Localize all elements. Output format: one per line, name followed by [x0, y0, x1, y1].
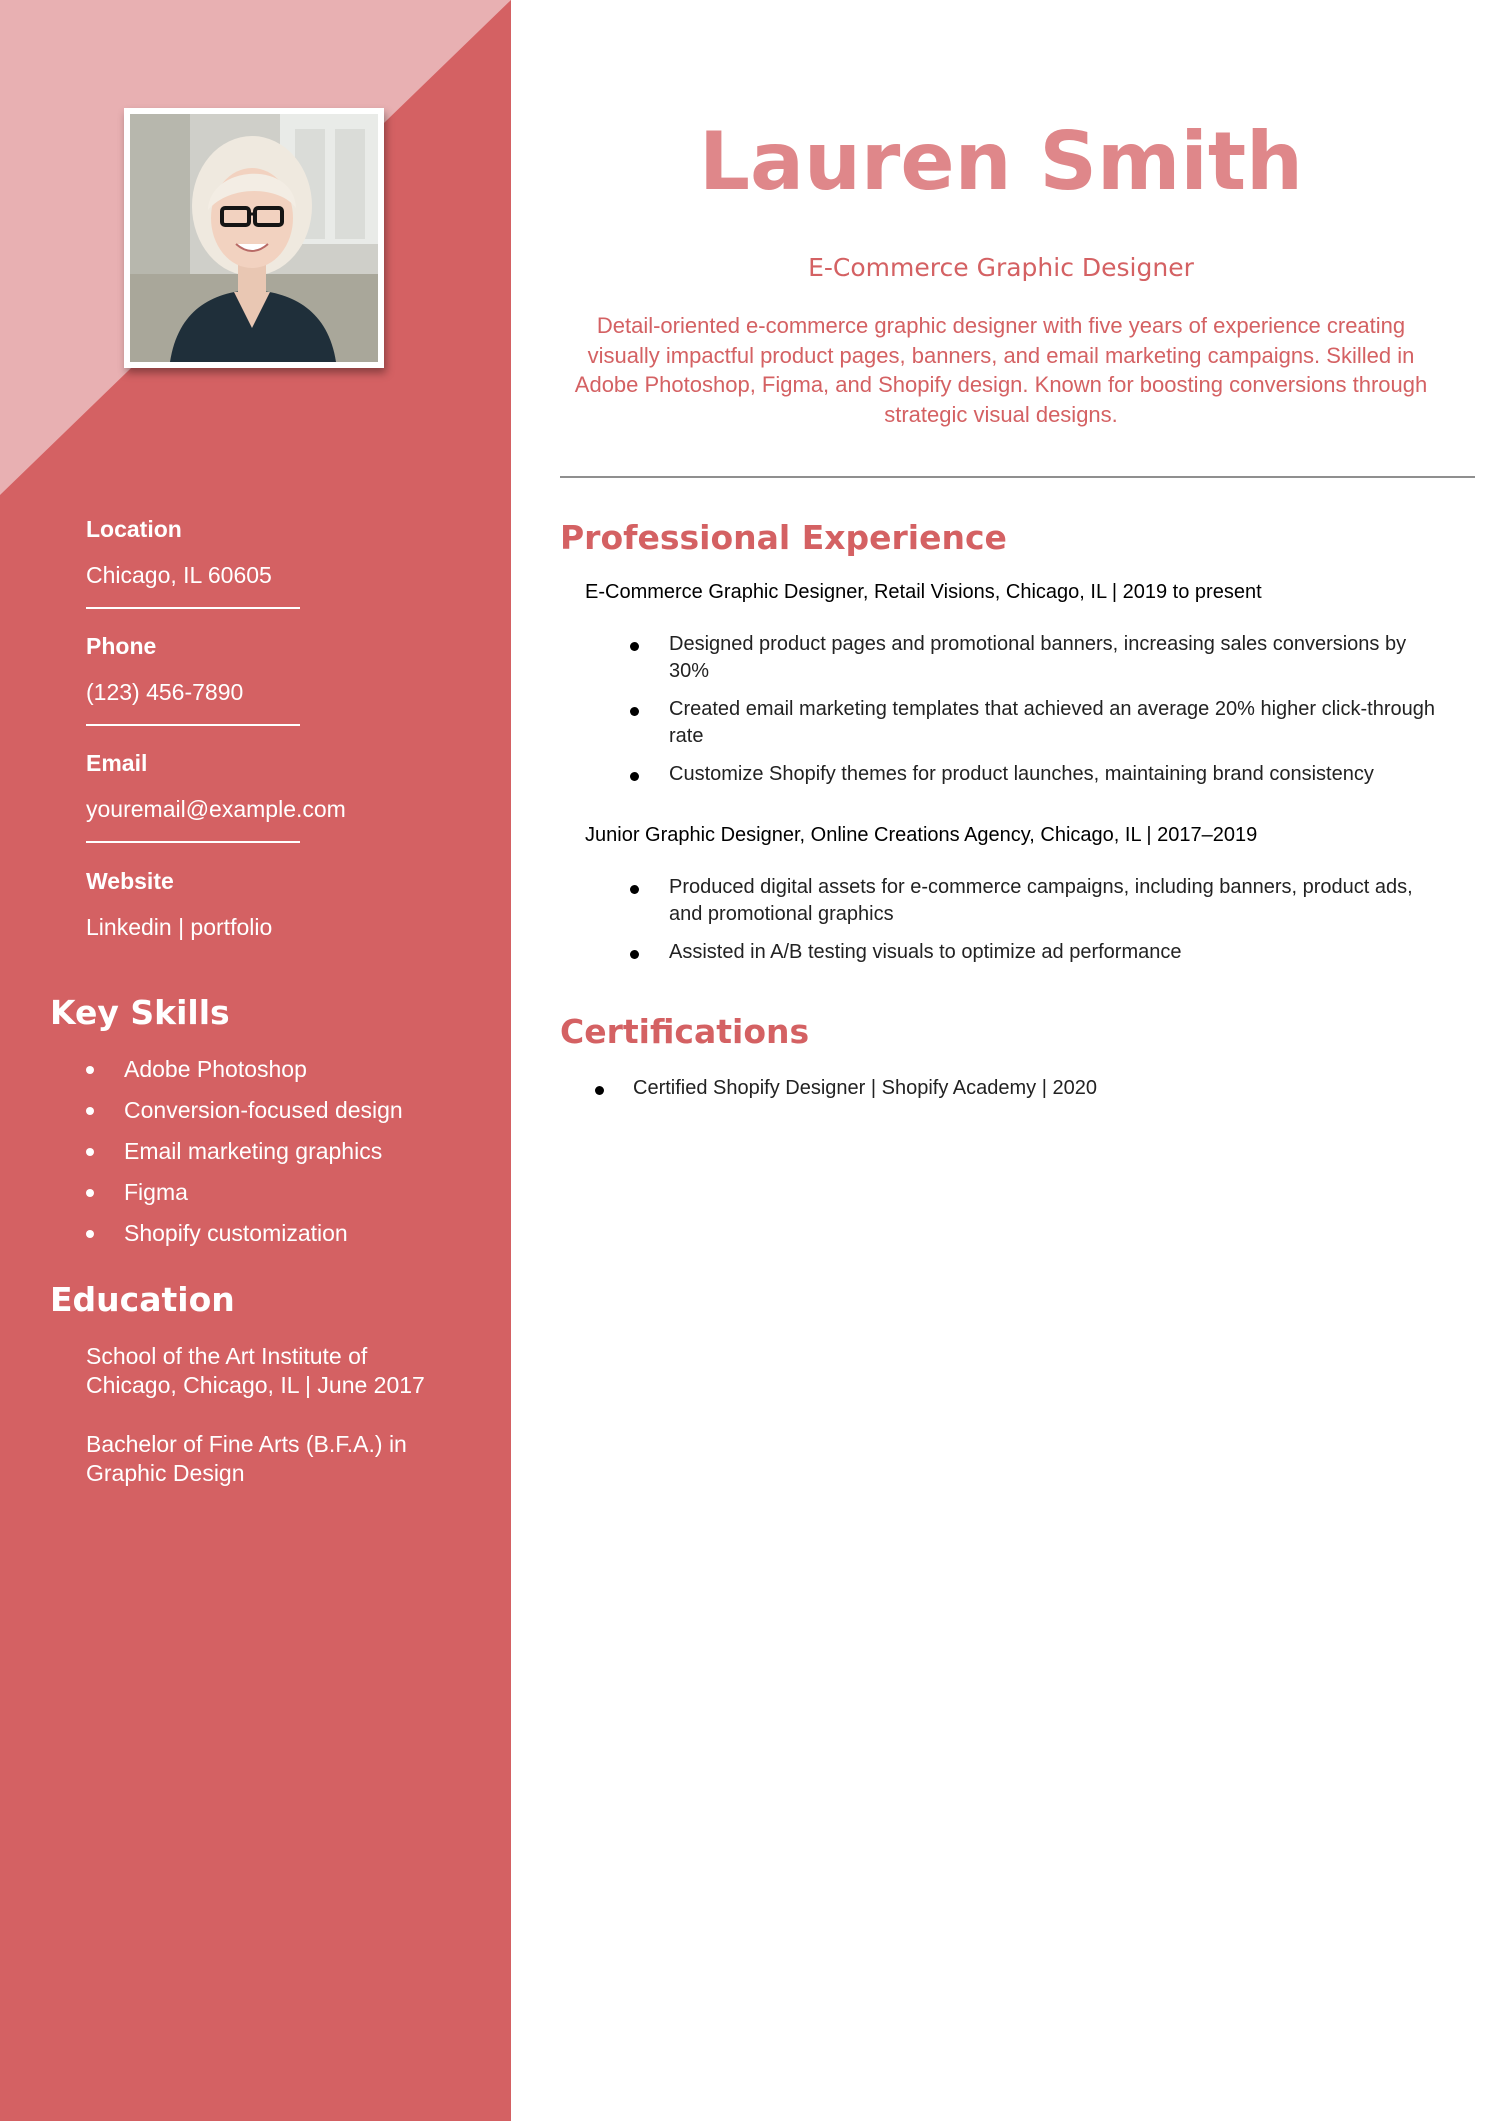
bullet-text: Designed product pages and promotional banners, increasing sales conversions by 30% — [669, 633, 1407, 682]
bullet-icon — [630, 642, 639, 651]
list-item — [621, 874, 1441, 928]
bullet-icon — [630, 772, 639, 781]
contact-label: Website — [86, 868, 174, 894]
profile-photo — [124, 108, 384, 368]
list-item — [86, 1177, 403, 1218]
bullet-icon — [86, 1230, 94, 1238]
list-item — [86, 1136, 403, 1177]
skill-label: Conversion-focused design — [124, 1097, 403, 1123]
bullet-text: Assisted in A/B testing visuals to optimize ad performance — [669, 941, 1182, 963]
bullet-text: Created email marketing templates that achieved an average 20% higher click-through rate — [669, 698, 1435, 747]
certification-text: Certified Shopify Designer | Shopify Academy | 2020 — [633, 1077, 1097, 1099]
bullet-icon — [86, 1148, 94, 1156]
email-value: youremail@example.com — [86, 796, 346, 822]
contact-label: Location — [86, 516, 182, 542]
contact-label: Email — [86, 750, 148, 776]
list-item — [621, 631, 1441, 685]
bullet-icon — [630, 885, 639, 894]
education-degree: Bachelor of Fine Arts (B.F.A.) in Graphic Design — [86, 1431, 407, 1486]
section-divider — [560, 476, 1475, 478]
list-item — [621, 696, 1441, 750]
education-heading: Education — [50, 1280, 235, 1319]
profile-photo-image — [130, 114, 378, 362]
skill-label: Adobe Photoshop — [124, 1056, 307, 1082]
education-school: School of the Art Institute of Chicago, Chicago, IL | June 2017 — [86, 1343, 425, 1398]
bullet-icon — [86, 1066, 94, 1074]
bullet-icon — [595, 1086, 604, 1095]
bullet-icon — [86, 1189, 94, 1197]
contact-label: Phone — [86, 633, 157, 659]
job-bullets — [621, 631, 1441, 788]
candidate-title: E-Commerce Graphic Designer — [808, 253, 1194, 282]
divider — [86, 841, 300, 843]
skill-label: Figma — [124, 1179, 188, 1205]
phone-value: (123) 456-7890 — [86, 679, 244, 705]
certifications-list — [585, 1075, 1097, 1102]
bullet-text: Customize Shopify themes for product launches, maintaining brand consistency — [669, 763, 1374, 785]
divider — [86, 724, 300, 726]
sidebar — [0, 0, 511, 2121]
location-value: Chicago, IL 60605 — [86, 562, 272, 588]
list-item — [621, 939, 1441, 966]
skill-label: Shopify customization — [124, 1220, 348, 1246]
bullet-text: Produced digital assets for e-commerce campaigns, including banners, product ads, and promotional graphics — [669, 876, 1413, 925]
candidate-name: Lauren Smith — [698, 115, 1304, 208]
list-item — [86, 1054, 403, 1095]
bullet-icon — [630, 707, 639, 716]
list-item — [86, 1218, 403, 1259]
job-header: E-Commerce Graphic Designer, Retail Visions, Chicago, IL | 2019 to present — [585, 581, 1262, 603]
profile-summary: Detail-oriented e-commerce graphic designer with five years of experience creating visually impactful product pages, banners, and email marketing campaigns. Skilled in Adobe Photoshop, Figma, and Shopify design. Known for boosting conversions through strategic visual designs. — [574, 313, 1428, 427]
main-content — [511, 0, 1500, 2121]
list-item — [621, 761, 1441, 788]
list-item — [86, 1095, 403, 1136]
skills-list — [86, 1054, 403, 1259]
divider — [86, 607, 300, 609]
bullet-icon — [630, 950, 639, 959]
certifications-heading: Certifications — [560, 1012, 810, 1051]
bullet-icon — [86, 1107, 94, 1115]
experience-heading: Professional Experience — [560, 518, 1007, 557]
skills-heading: Key Skills — [50, 993, 230, 1032]
website-value: Linkedin | portfolio — [86, 914, 273, 940]
job-bullets — [621, 874, 1441, 966]
skill-label: Email marketing graphics — [124, 1138, 383, 1164]
list-item — [585, 1075, 1097, 1102]
job-header: Junior Graphic Designer, Online Creations Agency, Chicago, IL | 2017–2019 — [585, 824, 1258, 846]
